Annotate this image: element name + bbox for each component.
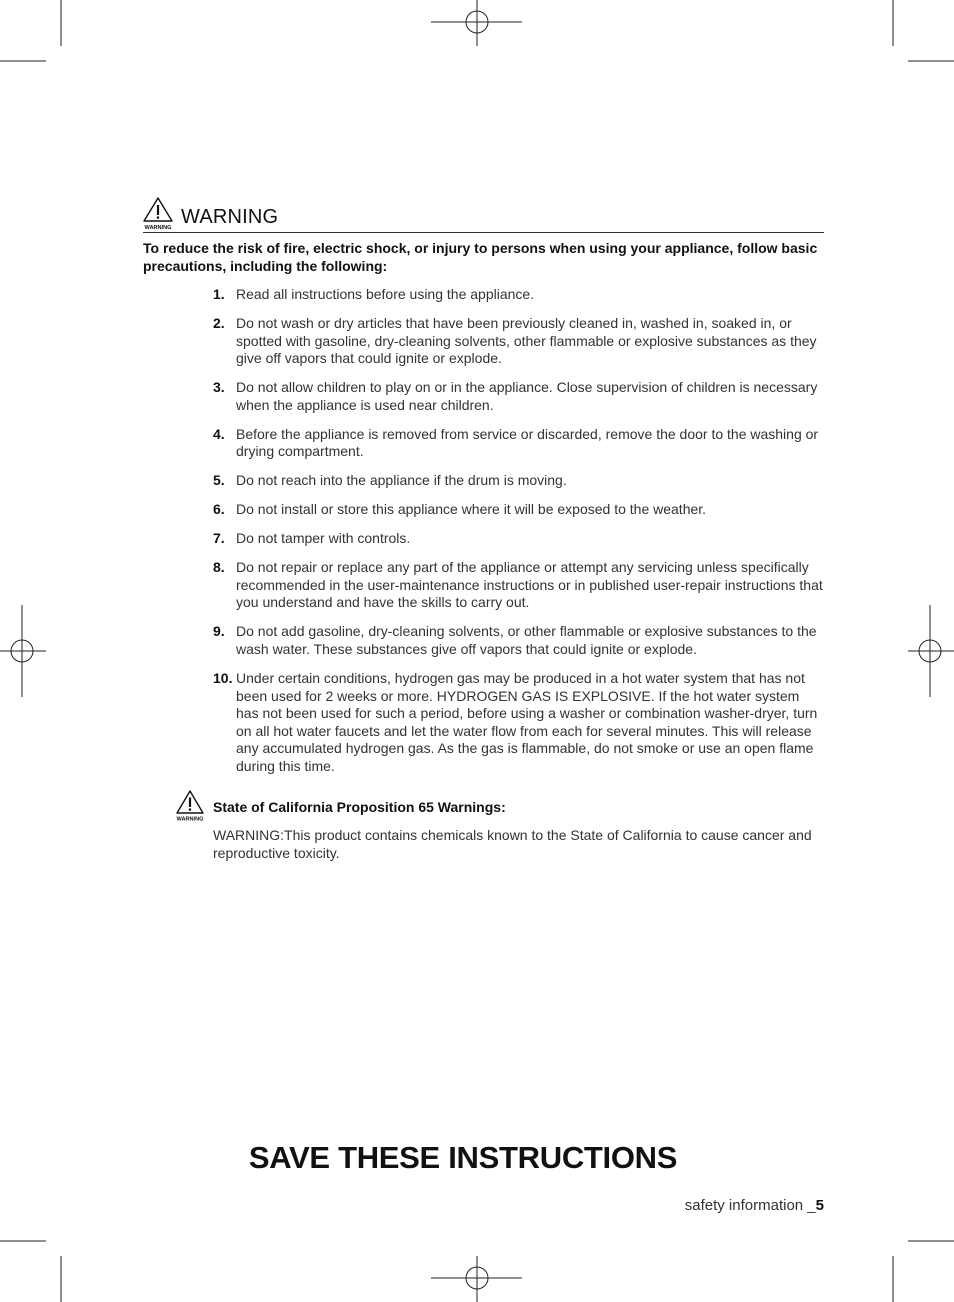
item-number: 7.	[213, 530, 225, 547]
warning-triangle-icon	[143, 196, 175, 232]
instruction-item	[213, 623, 824, 658]
warning-section-header	[143, 196, 824, 233]
item-text: Do not repair or replace any part of the appliance or attempt any servicing unless specifically recommended in the user-maintenance instructions or in published user-repair instructions that you understand and have the skills to carry out.	[236, 559, 823, 611]
item-number: 6.	[213, 501, 225, 518]
intro-text: To reduce the risk of fire, electric shock, or injury to persons when using your appliance, follow basic precautions, including the following:	[143, 240, 818, 274]
item-number: 10.	[213, 670, 233, 687]
item-number: 3.	[213, 379, 225, 396]
save-instructions-text: SAVE THESE INSTRUCTIONS	[248, 1140, 678, 1175]
item-text: Do not reach into the appliance if the drum is moving.	[236, 472, 567, 489]
registration-mark-icon	[0, 605, 46, 697]
item-number: 2.	[213, 314, 225, 331]
warning-icon-caption: WARNING	[176, 816, 204, 823]
page-footer	[685, 1197, 824, 1214]
warning-triangle-icon	[176, 789, 206, 823]
item-number: 4.	[213, 425, 225, 442]
item-text: Do not add gasoline, dry-cleaning solvents, or other flammable or explosive substances to the wash water. These substances give off vapors that could ignite or explode.	[236, 623, 817, 658]
save-instructions-title	[0, 1140, 954, 1176]
instruction-item	[213, 530, 824, 548]
instruction-item	[213, 315, 824, 368]
item-text: Under certain conditions, hydrogen gas may be produced in a hot water system that has not been used for 2 weeks or more. HYDROGEN GAS IS EXPLOSIVE. If the hot water system has not been used for such a period, before using a washer or combination washer-dryer, turn on all hot water faucets and let the water flow from each for several minutes. This will release any accumulated hydrogen gas. As the gas is flammable, do not smoke or use an open flame during this time.	[236, 670, 818, 774]
registration-mark-icon	[431, 1256, 522, 1302]
instruction-item	[213, 379, 824, 414]
footer-section-label: safety information _	[684, 1197, 816, 1214]
instruction-list	[213, 286, 824, 787]
item-number: 8.	[213, 559, 225, 576]
item-text: Do not allow children to play on or in the appliance. Close supervision of children is necessary when the appliance is used near children.	[236, 379, 818, 413]
page-number: 5	[815, 1197, 824, 1214]
item-text: Do not tamper with controls.	[236, 530, 411, 547]
section-title: WARNING	[181, 206, 279, 228]
instruction-item	[213, 472, 824, 490]
registration-mark-icon	[908, 605, 954, 697]
item-text: Read all instructions before using the appliance.	[236, 286, 535, 302]
prop65-text: WARNING:This product contains chemicals known to the State of California to cause cancer and reproductive toxicity.	[213, 827, 812, 861]
prop65-title: State of California Proposition 65 Warnings:	[213, 799, 506, 815]
item-text: Do not wash or dry articles that have been previously cleaned in, washed in, soaked in, or spotted with gasoline, dry-cleaning solvents, other flammable or explosive substances as they give off vapors that could ignite or explode.	[236, 314, 817, 367]
warning-icon-caption: WARNING	[144, 225, 172, 231]
item-number: 5.	[213, 472, 225, 489]
instruction-item	[213, 426, 824, 461]
item-number: 9.	[213, 623, 225, 640]
instruction-item	[213, 559, 824, 612]
registration-mark-icon	[431, 0, 522, 46]
item-text: Do not install or store this appliance where it will be exposed to the weather.	[236, 501, 707, 518]
item-number: 1.	[213, 286, 225, 302]
item-text: Before the appliance is removed from service or discarded, remove the door to the washing or drying compartment.	[236, 425, 819, 460]
instruction-item	[213, 670, 824, 776]
instruction-item	[213, 501, 824, 519]
instruction-item	[213, 286, 824, 304]
